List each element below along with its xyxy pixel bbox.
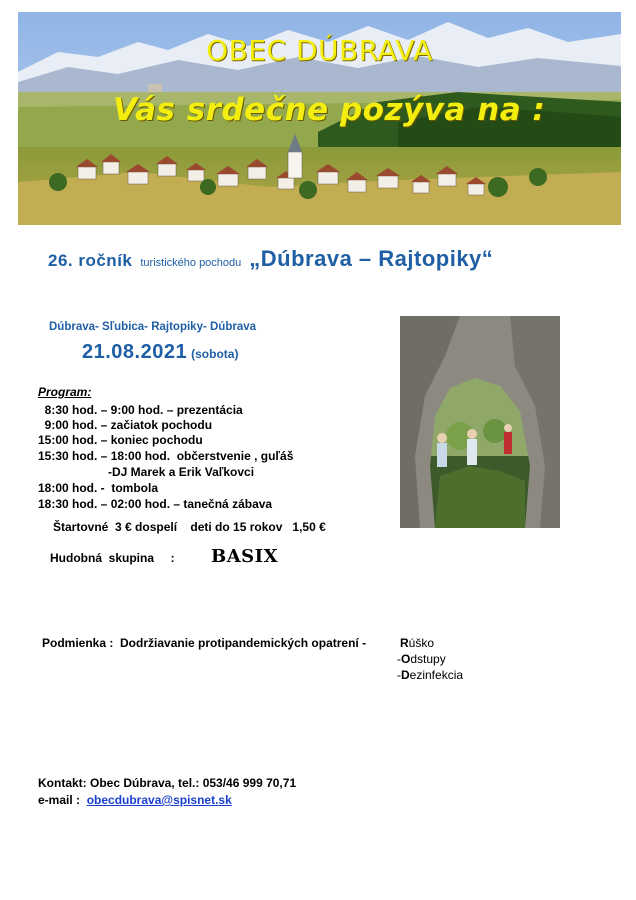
event-heading <box>48 246 493 272</box>
program-line: 18:30 hod. – 02:00 hod. – tanečná zábava <box>38 497 273 511</box>
event-type: turistického pochodu <box>140 257 242 269</box>
band-label: Hudobná skupina : <box>50 551 175 565</box>
banner-title-village: OBEC DÚBRAVA <box>206 34 433 67</box>
condition-label: Podmienka : Dodržiavanie protipandemických opatrení - <box>42 636 367 650</box>
condition-initial: D <box>401 668 410 682</box>
program-label: Program: <box>38 385 92 399</box>
event-name: „Dúbrava – Rajtopiky“ <box>249 246 494 271</box>
header-banner <box>18 12 621 225</box>
program-line: 8:30 hod. – 9:00 hod. – prezentácia <box>38 403 243 417</box>
condition-initial: O <box>401 652 411 666</box>
program-line: 15:00 hod. – koniec pochodu <box>38 433 203 447</box>
date-value: 21.08.2021 <box>82 341 188 363</box>
email-label: e-mail : <box>38 793 87 807</box>
condition-rest: úško <box>408 636 435 650</box>
condition-item: -Dezinfekcia <box>397 668 464 682</box>
condition-item <box>400 636 434 650</box>
condition-item: -Odstupy <box>397 652 446 666</box>
entry-fee: Štartovné 3 € dospelí deti do 15 rokov 1,50 € <box>53 520 326 534</box>
email-row <box>38 793 232 807</box>
contact-info: Kontakt: Obec Dúbrava, tel.: 053/46 999 70,71 <box>38 776 297 790</box>
banner-title-invite: Vás srdečne pozýva na : <box>113 92 546 128</box>
hikers-photo <box>400 316 560 528</box>
program-line: 18:00 hod. - tombola <box>38 481 159 495</box>
event-date <box>82 341 238 364</box>
program-line: 9:00 hod. – začiatok pochodu <box>38 418 213 432</box>
condition-rest: ezinfekcia <box>409 668 464 682</box>
route: Dúbrava- Sľubica- Rajtopiky- Dúbrava <box>49 321 257 333</box>
program-line: 15:30 hod. – 18:00 hod. občerstvenie , guľáš <box>38 449 294 463</box>
condition-rest: dstupy <box>410 652 446 666</box>
email-link[interactable]: obecdubrava@spisnet.sk <box>86 793 232 807</box>
program-line: -DJ Marek a Erik Vaľkovci <box>38 465 255 479</box>
date-day: (sobota) <box>191 347 239 361</box>
band-name: BASIX <box>211 546 279 567</box>
condition-initial: R <box>400 636 409 650</box>
edition-number: 26. ročník <box>48 251 133 270</box>
